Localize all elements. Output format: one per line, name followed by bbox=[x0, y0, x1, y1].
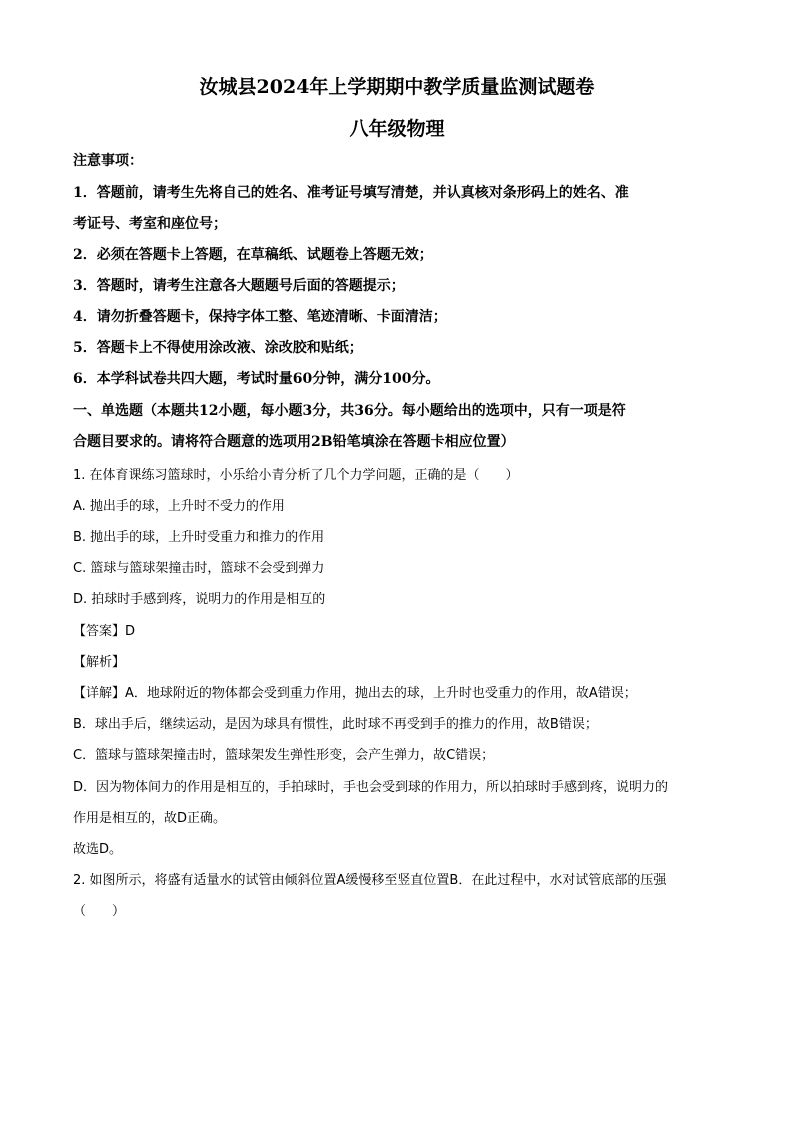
note-item: 6．本学科试卷共四大题，考试时量60分钟，满分100分。 bbox=[73, 371, 440, 387]
question-stem: （ ） bbox=[73, 904, 126, 919]
explanation-line: C．篮球与篮球架撞击时，篮球架发生弹性形变，会产生弹力，故C错误； bbox=[73, 748, 495, 763]
note-item: 考证号、考室和座位号； bbox=[73, 216, 227, 232]
note-item: 3．答题时，请考生注意各大题题号后面的答题提示； bbox=[73, 278, 405, 294]
answer-label: 【答案】D bbox=[73, 624, 136, 639]
note-item: 2．必须在答题卡上答题，在草稿纸、试题卷上答题无效； bbox=[73, 247, 433, 263]
analysis-label: 【解析】 bbox=[73, 655, 126, 670]
option-c: C. 篮球与篮球架撞击时，篮球不会受到弹力 bbox=[73, 561, 325, 576]
option-a: A. 抛出手的球，上升时不受力的作用 bbox=[73, 499, 285, 514]
explanation-line: D．因为物体间力的作用是相互的，手拍球时，手也会受到球的作用力，所以拍球时手感到疼，说明力的 bbox=[73, 780, 669, 795]
explanation-line: 作用是相互的，故D正确。 bbox=[73, 811, 227, 826]
section-heading: 合题目要求的。请将符合题意的选项用2B铅笔填涂在答题卡相应位置） bbox=[73, 434, 515, 450]
explanation-line: 【详解】A．地球附近的物体都会受到重力作用，抛出去的球，上升时也受重力的作用，故A错误； bbox=[73, 686, 637, 701]
note-item: 1．答题前，请考生先将自己的姓名、准考证号填写清楚，并认真核对条形码上的姓名、准 bbox=[73, 185, 629, 201]
option-b: B. 抛出手的球，上升时受重力和推力的作用 bbox=[73, 530, 325, 545]
question-stem: 2. 如图所示，将盛有适量水的试管由倾斜位置A缓慢移至竖直位置B．在此过程中，水对试管底部的压强 bbox=[73, 873, 667, 888]
notes-heading: 注意事项： bbox=[73, 153, 143, 169]
option-d: D. 拍球时手感到疼，说明力的作用是相互的 bbox=[73, 592, 326, 607]
note-item: 4．请勿折叠答题卡，保持字体工整、笔迹清晰、卡面清洁； bbox=[73, 309, 447, 325]
section-heading: 一、单选题（本题共12小题，每小题3分，共36分。每小题给出的选项中，只有一项是符 bbox=[73, 403, 626, 419]
question-stem: 1. 在体育课练习篮球时，小乐给小青分析了几个力学问题，正确的是（ ） bbox=[73, 468, 519, 483]
explanation-line: B．球出手后，继续运动，是因为球具有惯性，此时球不再受到手的推力的作用，故B错误； bbox=[73, 717, 598, 732]
exam-subtitle: 八年级物理 bbox=[349, 118, 445, 140]
explanation-line: 故选D。 bbox=[73, 842, 123, 857]
exam-title: 汝城县2024年上学期期中教学质量监测试题卷 bbox=[199, 76, 595, 98]
note-item: 5．答题卡上不得使用涂改液、涂改胶和贴纸； bbox=[73, 340, 363, 356]
